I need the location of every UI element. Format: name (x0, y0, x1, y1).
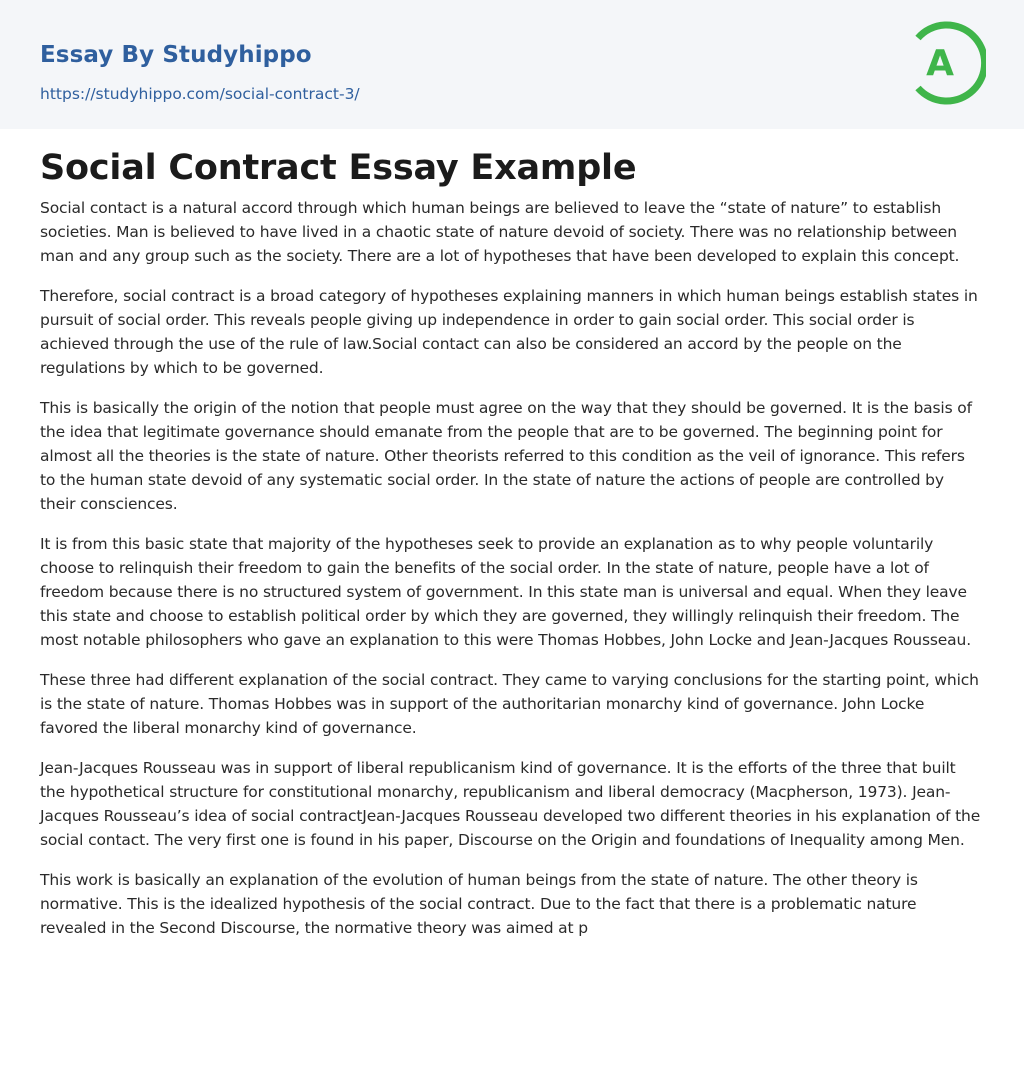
essay-paragraph: Jean-Jacques Rousseau was in support of liberal republicanism kind of governance. It is the efforts of the three that built the hypothetical structure for constitutional monarchy, republicanism and liberal democracy (Macpherson, 1973). Jean-Jacques Rousseau’s idea of social contractJean-Jacques Rousseau developed two different theories in his explanation of the social contact. The very first one is found in his paper, Discourse on the Origin and foundations of Inequality among Men. (40, 759, 981, 849)
page-title: Social Contract Essay Example (40, 148, 637, 188)
essay-paragraph: These three had different explanation of the social contract. They came to varying conclusions for the starting point, which is the state of nature. Thomas Hobbes was in support of the authoritarian monarchy kind of governance. John Locke favored the liberal monarchy kind of governance. (40, 671, 979, 737)
essay-paragraph: It is from this basic state that majority of the hypotheses seek to provide an explanation as to why people voluntarily choose to relinquish their freedom to gain the benefits of the social order. In the state of nature, people have a lot of freedom because there is no structured system of government. In this state man is universal and equal. When they leave this state and choose to establish political order by which they are governed, they willingly relinquish their freedom. The most notable philosophers who gave an explanation to this were Thomas Hobbes, John Locke and Jean-Jacques Rousseau. (40, 535, 971, 649)
essay-paragraph: Social contact is a natural accord through which human beings are believed to leave the “state of nature” to establish societies. Man is believed to have lived in a chaotic state of nature devoid of society. There was no relationship between man and any group such as the society. There are a lot of hypotheses that have been developed to explain this concept. (40, 199, 960, 265)
site-header (0, 0, 1024, 129)
essay-paragraph: Therefore, social contract is a broad category of hypotheses explaining manners in which human beings establish states in pursuit of social order. This reveals people giving up independence in order to gain social order. This social order is achieved through the use of the rule of law.Social contact can also be considered an accord by the people on the regulations by which to be governed. (40, 287, 978, 377)
page-url-link[interactable]: https://studyhippo.com/social-contract-3/ (40, 85, 360, 103)
essay-content (0, 129, 1024, 940)
logo-letter: A (926, 43, 954, 84)
essay-paragraph: This work is basically an explanation of the evolution of human beings from the state of nature. The other theory is normative. This is the idealized hypothesis of the social contract. Due to the fact that there is a problematic nature revealed in the Second Discourse, the normative theory was aimed at p (40, 871, 918, 937)
essay-paragraph: This is basically the origin of the notion that people must agree on the way that they should be governed. It is the basis of the idea that legitimate governance should emanate from the people that are to be governed. The beginning point for almost all the theories is the state of nature. Other theorists referred to this condition as the veil of ignorance. This refers to the human state devoid of any systematic social order. In the state of nature the actions of people are controlled by their consciences. (40, 399, 972, 513)
brand-title[interactable]: Essay By Studyhippo (40, 42, 312, 68)
studyhippo-logo-icon[interactable] (912, 20, 986, 106)
